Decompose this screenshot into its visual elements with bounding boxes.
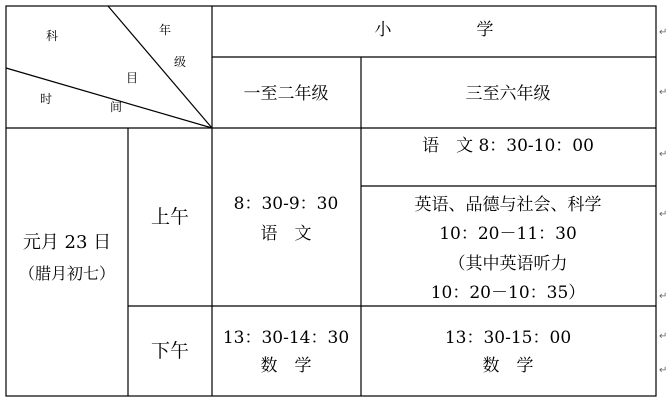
morning-g36-line1: 英语、品德与社会、科学 xyxy=(414,195,602,215)
morning-g36-chinese: 语 文 8：30-10：00 xyxy=(422,136,594,156)
header-diag-shi: 时 xyxy=(40,92,53,106)
diag-line-2 xyxy=(6,68,212,128)
header-diag-ke: 科 xyxy=(46,29,59,43)
header-diag-ji: 级 xyxy=(174,55,187,69)
return-mark: ↵ xyxy=(659,291,668,302)
header-grade-3-6: 三至六年级 xyxy=(465,84,551,104)
return-mark: ↵ xyxy=(659,27,668,38)
header-diag-nian: 年 xyxy=(159,23,172,37)
period-afternoon: 下午 xyxy=(150,340,190,362)
afternoon-g12-subject: 数 学 xyxy=(260,356,312,376)
morning-g12-time: 8：30-9：30 xyxy=(233,194,339,214)
header-grade-1-2: 一至二年级 xyxy=(243,84,329,104)
date-main: 元月 23 日 xyxy=(22,232,112,253)
header-diag-jian: 间 xyxy=(110,100,123,114)
period-morning: 上午 xyxy=(150,206,190,228)
return-mark: ↵ xyxy=(659,87,668,98)
header-xiaoxue: 小 学 xyxy=(374,20,494,40)
date-lunar: （腊月初七） xyxy=(18,264,116,283)
return-mark: ↵ xyxy=(659,365,668,376)
afternoon-g36-time: 13：30-15：00 xyxy=(444,328,572,348)
afternoon-g36-subject: 数 学 xyxy=(482,356,534,376)
morning-g12-subject: 语 文 xyxy=(260,224,312,244)
morning-g36-line2: 10：20－11：30 xyxy=(439,224,577,244)
return-mark: ↵ xyxy=(659,331,668,342)
morning-g36-line3: （其中英语听力 xyxy=(448,254,568,274)
morning-g36-line4: 10：20－10：35） xyxy=(430,283,586,303)
return-mark: ↵ xyxy=(659,149,668,160)
return-mark: ↵ xyxy=(659,209,668,220)
header-diag-mu: 目 xyxy=(126,71,139,85)
afternoon-g12-time: 13：30-14：30 xyxy=(222,328,350,348)
